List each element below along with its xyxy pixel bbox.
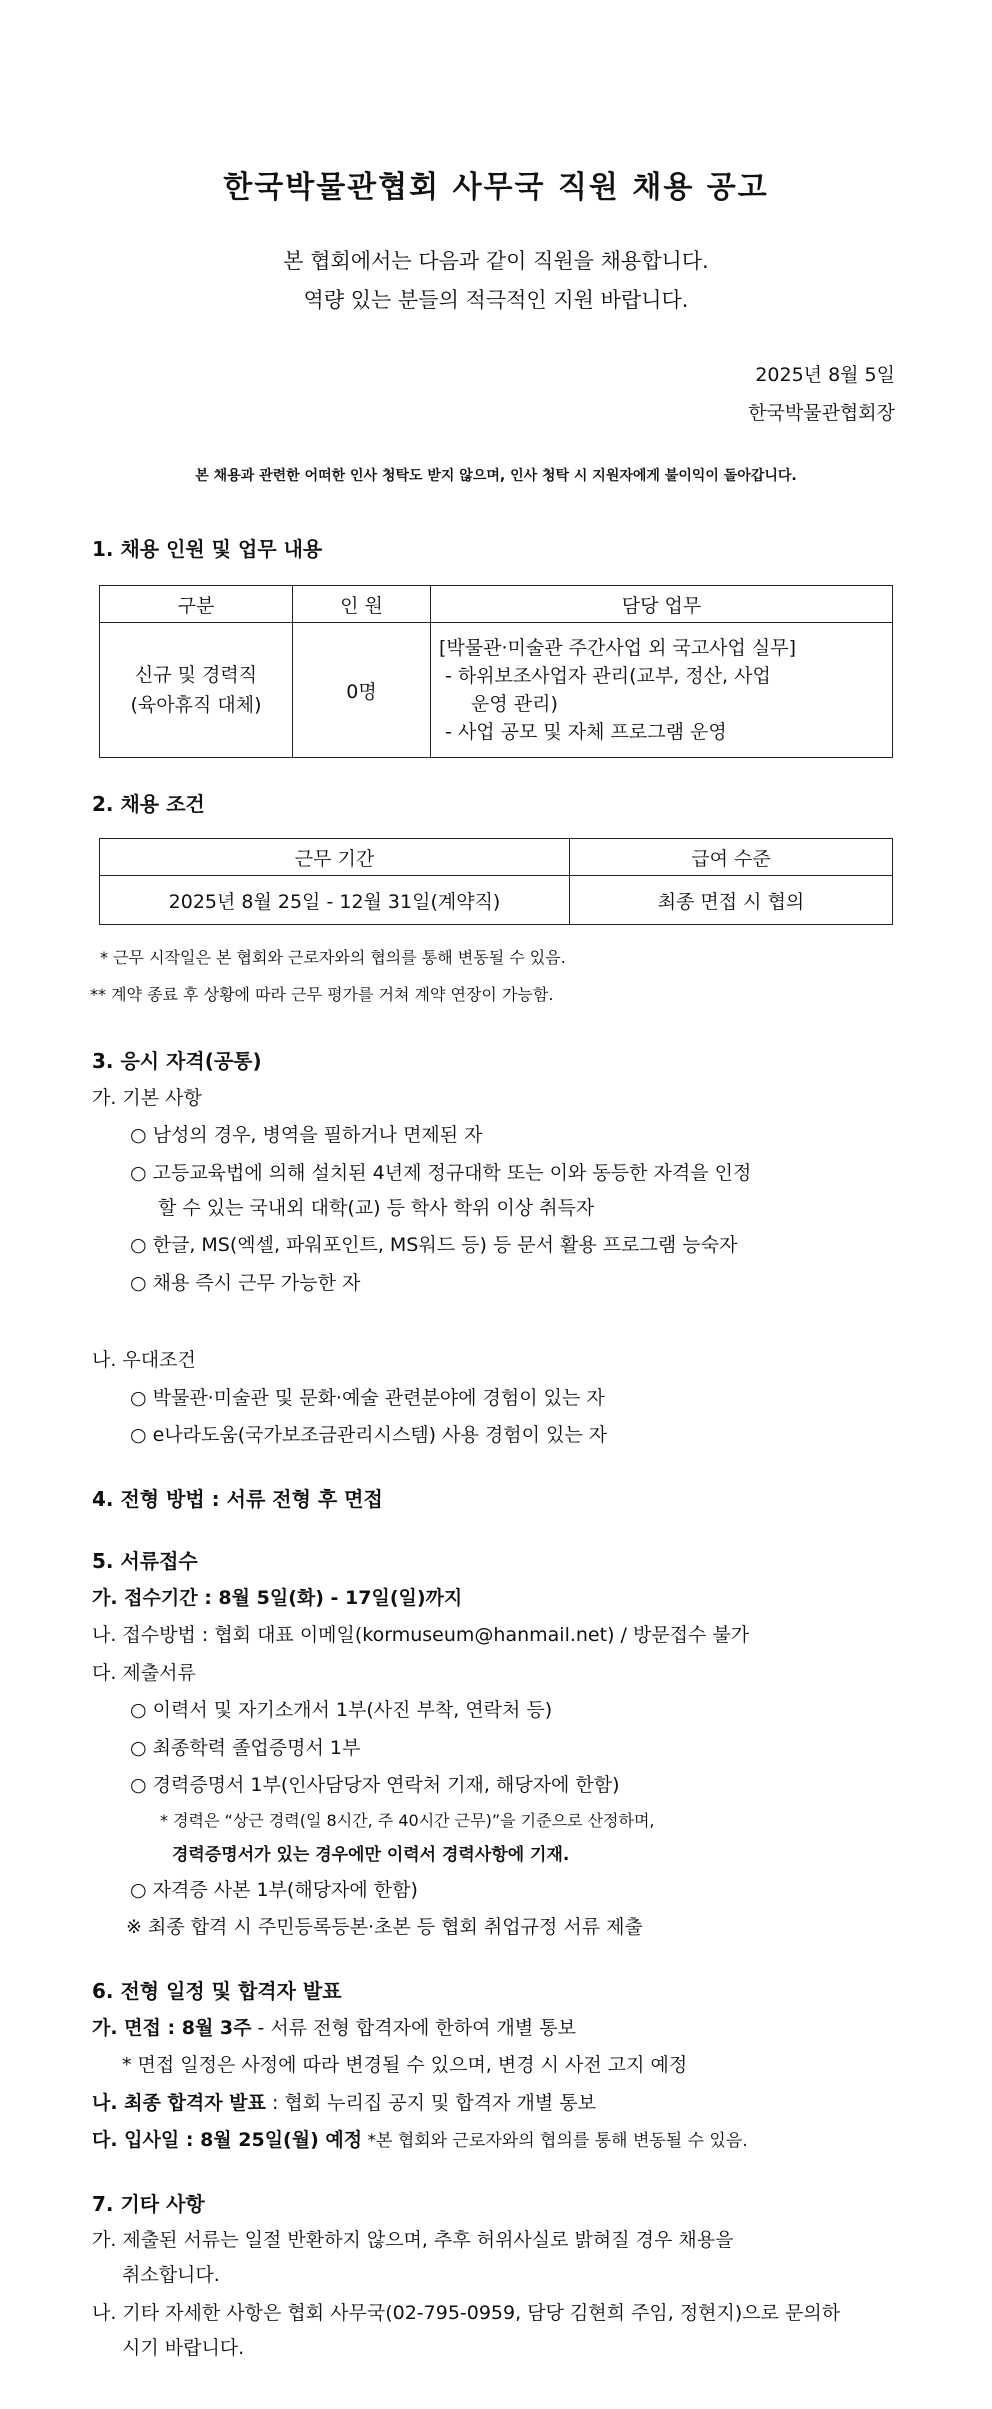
- other-a-line-1: 가. 제출된 서류는 일절 반환하지 않으며, 추후 허위사실로 밝혀질 경우 채용을: [92, 2229, 734, 2251]
- section-3-heading: 3. 응시 자격(공통): [92, 1049, 262, 1073]
- condition-note-2: ** 계약 종료 후 상황에 따라 근무 평가를 거쳐 계약 연장이 가능함.: [90, 985, 554, 1004]
- duty-line-2: - 하위보조사업자 관리(교부, 정산, 사업: [445, 665, 771, 687]
- col-header-category: 구분: [100, 586, 293, 623]
- requirement-2: ○ 고등교육법에 의해 설치된 4년제 정규대학 또는 이와 동등한 자격을 인정: [130, 1162, 752, 1184]
- col-header-period: 근무 기간: [100, 839, 570, 876]
- document-1: ○ 이력서 및 자기소개서 1부(사진 부착, 연락처 등): [130, 1699, 553, 1721]
- final-announcement-line: [92, 2088, 596, 2115]
- requirement-1: ○ 남성의 경우, 병역을 필하거나 면제된 자: [130, 1124, 483, 1146]
- section-5-heading: 5. 서류접수: [92, 1549, 198, 1573]
- final-documents-note: ※ 최종 합격 시 주민등록등본·초본 등 협회 취업규정 서류 제출: [126, 1916, 643, 1938]
- final-announcement-label: 나. 최종 합격자 발표: [92, 2092, 266, 2114]
- section-2-heading: 2. 채용 조건: [92, 792, 205, 816]
- interview-note: * 면접 일정은 사정에 따라 변경될 수 있으며, 변경 시 사전 고지 예정: [122, 2054, 688, 2076]
- application-period: 가. 접수기간 : 8월 5일(화) - 17일(일)까지: [92, 1587, 463, 1609]
- issuer: 한국박물관협회장: [748, 402, 895, 424]
- col-header-salary: 급여 수준: [570, 839, 893, 876]
- col-header-duties: 담당 업무: [431, 586, 893, 623]
- preferred-2: ○ e나라도움(국가보조금관리시스템) 사용 경험이 있는 자: [130, 1424, 608, 1446]
- section-4-heading: 4. 전형 방법 : 서류 전형 후 면접: [92, 1487, 383, 1511]
- other-b-line-1: 나. 기타 자세한 사항은 협회 사무국(02-795-0959, 담당 김현희 주임, 정현지)으로 문의하: [92, 2302, 841, 2324]
- page-title: 한국박물관협회 사무국 직원 채용 공고: [223, 170, 769, 205]
- interview-line: [92, 2013, 576, 2040]
- basic-requirements-label: 가. 기본 사항: [92, 1087, 202, 1109]
- col-header-count: 인 원: [293, 586, 431, 623]
- category-line-2: (육아휴직 대체): [130, 694, 262, 716]
- duties-cell: [431, 623, 893, 758]
- career-note-bold: 경력증명서가 있는 경우에만 이력서 경력사항에 기재.: [172, 1845, 570, 1865]
- salary-cell: 최종 면접 시 협의: [570, 876, 893, 925]
- start-date-line: [92, 2125, 748, 2152]
- category-cell: [100, 623, 293, 758]
- start-date-note: *본 협회와 근로자와의 협의를 통해 변동될 수 있음.: [362, 2131, 748, 2151]
- intro-line-2: 역량 있는 분들의 적극적인 지원 바랍니다.: [303, 288, 689, 312]
- other-b-line-2: 시기 바랍니다.: [122, 2337, 245, 2359]
- requirement-2-cont: 할 수 있는 국내외 대학(교) 등 학사 학위 이상 취득자: [158, 1197, 595, 1219]
- documents-label: 다. 제출서류: [92, 1662, 196, 1684]
- other-a-line-2: 취소합니다.: [122, 2264, 220, 2286]
- requirement-3: ○ 한글, MS(엑셀, 파워포인트, MS워드 등) 등 문서 활용 프로그램 능숙자: [130, 1234, 738, 1256]
- requirement-4: ○ 채용 즉시 근무 가능한 자: [130, 1272, 361, 1294]
- application-method: 나. 접수방법 : 협회 대표 이메일(kormuseum@hanmail.net) / 방문접수 불가: [92, 1624, 750, 1646]
- interview-label: 가. 면접 : 8월 3주: [92, 2017, 252, 2039]
- document-4: ○ 자격증 사본 1부(해당자에 한함): [130, 1879, 418, 1901]
- final-announcement-detail: : 협회 누리집 공지 및 합격자 개별 통보: [265, 2092, 596, 2114]
- start-date-label: 다. 입사일 : 8월 25일(월) 예정: [92, 2129, 363, 2151]
- period-cell: 2025년 8월 25일 - 12월 31일(계약직): [100, 876, 570, 925]
- interview-detail: - 서류 전형 합격자에 한하여 개별 통보: [251, 2017, 576, 2039]
- conditions-table: [99, 838, 893, 925]
- duty-line-1: [박물관·미술관 주간사업 외 국고사업 실무]: [439, 637, 797, 659]
- preferred-label: 나. 우대조건: [92, 1349, 196, 1371]
- preferred-1: ○ 박물관·미술관 및 문화·예술 관련분야에 경험이 있는 자: [130, 1387, 605, 1409]
- solicitation-notice: 본 채용과 관련한 어떠한 인사 청탁도 받지 않으며, 인사 청탁 시 지원자에게 불이익이 돌아갑니다.: [195, 468, 797, 484]
- positions-table: [99, 585, 893, 758]
- career-note: * 경력은 “상근 경력(일 8시간, 주 40시간 근무)”을 기준으로 산정하며,: [160, 1811, 655, 1830]
- document-3: ○ 경력증명서 1부(인사담당자 연락처 기재, 해당자에 한함): [130, 1774, 620, 1796]
- announcement-date: 2025년 8월 5일: [755, 364, 895, 386]
- intro-line-1: 본 협회에서는 다음과 같이 직원을 채용합니다.: [283, 249, 709, 273]
- document-2: ○ 최종학력 졸업증명서 1부: [130, 1737, 361, 1759]
- section-1-heading: 1. 채용 인원 및 업무 내용: [92, 537, 323, 561]
- duty-line-3: 운영 관리): [471, 693, 558, 715]
- section-6-heading: 6. 전형 일정 및 합격자 발표: [92, 1979, 342, 2003]
- count-cell: 0명: [293, 623, 431, 758]
- duty-line-4: - 사업 공모 및 자체 프로그램 운영: [445, 721, 727, 743]
- category-line-1: 신규 및 경력직: [134, 664, 258, 686]
- section-7-heading: 7. 기타 사항: [92, 2192, 205, 2216]
- condition-note-1: * 근무 시작일은 본 협회와 근로자와의 협의를 통해 변동될 수 있음.: [100, 948, 566, 967]
